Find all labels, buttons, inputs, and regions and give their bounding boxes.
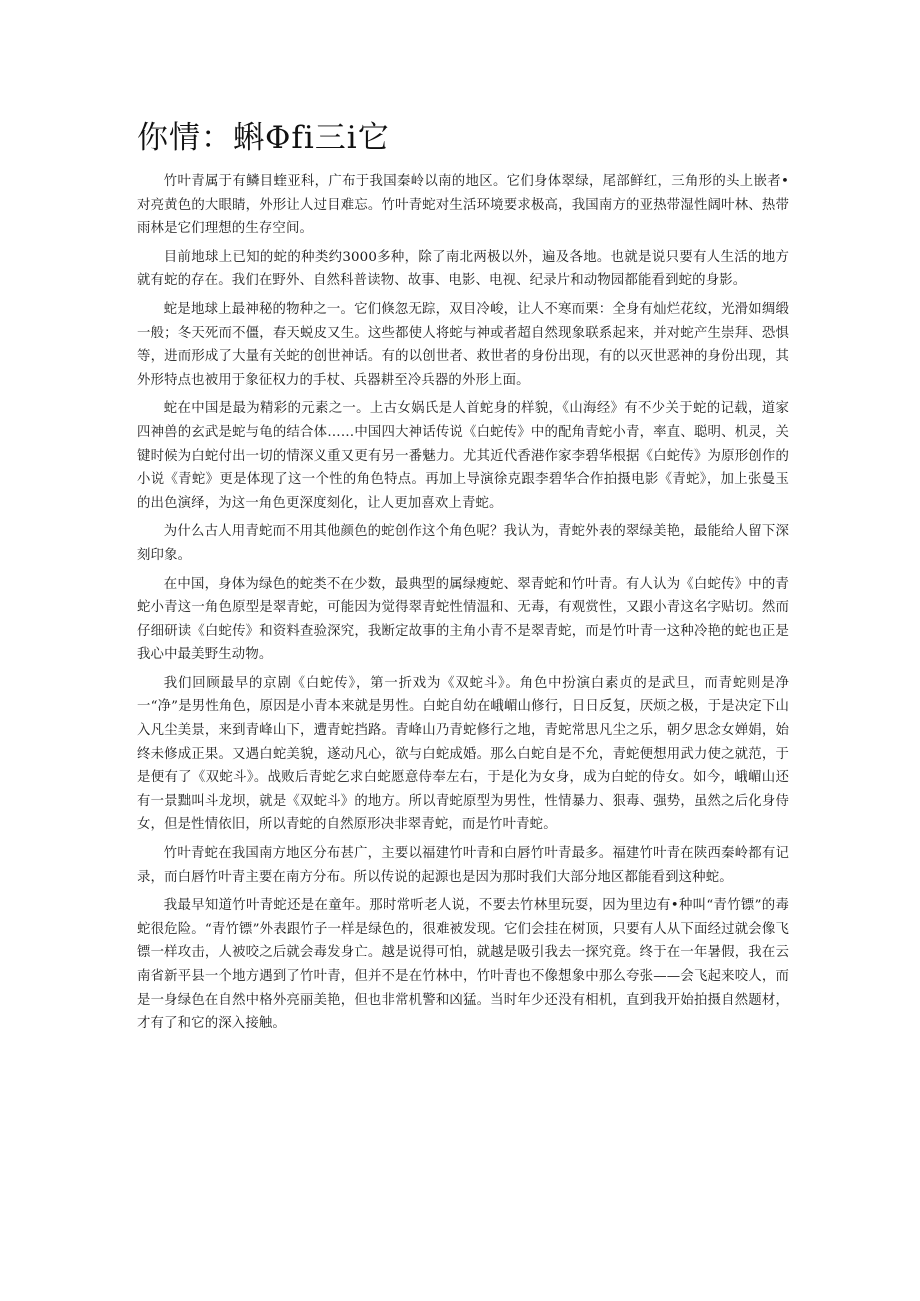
paragraph: 在中国，身体为绿色的蛇类不在少数，最典型的属绿瘦蛇、翠青蛇和竹叶青。有人认为《白蛇传》中的青蛇小青这一角色原型是翠青蛇，可能因为觉得翠青蛇性情温和、无毒，有观赏性，又跟小青这名字贴切。然而仔细研读《白蛇传》和资料查验深究，我断定故事的主角小青不是翠青蛇，而是竹叶青一这种冷艳的蛇也正是我心中最美野生动物。 (137, 576, 789, 663)
paragraph: 竹叶青属于有鳞目蝰亚科，广布于我国秦岭以南的地区。它们身体翠绿，尾部鲜红，三角形的头上嵌者•对亮黄色的大眼睛，外形让人过目难忘。竹叶青蛇对生活环境要求极高，我国南方的亚热带湿性阔叶林、热带雨林是它们理想的生存空间。 (137, 174, 789, 237)
paragraph: 蛇在中国是最为精彩的元素之一。上古女娲氏是人首蛇身的样貌，《山海经》有不少关于蛇的记载，道家四神兽的玄武是蛇与龟的结合体……中国四大神话传说《白蛇传》中的配角青蛇小青，率直、聪明、机灵，关键时候为白蛇付出一切的情深义重又更有另一番魅力。尤其近代香港作家李碧华根据《白蛇传》为原形创作的小说《青蛇》更是体现了这一个性的角色特点。再加上导演徐克跟李碧华合作拍摄电影《青蛇》，加上张曼玉的出色演绎，为这一角色更深度刻化，让人更加喜欢上青蛇。 (137, 401, 789, 511)
paragraph: 蛇是地球上最神秘的物种之一。它们倏忽无踪，双目冷峻，让人不寒而栗：全身有灿烂花纹，光滑如绸缎一般；冬天死而不僵，春天蜕皮又生。这些都使人将蛇与神或者超自然现象联系起来，并对蛇产生崇拜、恐惧等，进而形成了大量有关蛇的创世神话。有的以创世者、救世者的身份出现，有的以灭世恶神的身份出现，其外形特点也被用于象征权力的手杖、兵器耕至冷兵器的外形上面。 (137, 301, 789, 388)
document-title: 你情：蝌Φfi三i它 (137, 120, 390, 156)
paragraph: 我们回顾最早的京剧《白蛇传》，第一折戏为《双蛇斗》。角色中扮演白素贞的是武旦，而青蛇则是净一“净”是男性角色，原因是小青本来就是男性。白蛇自幼在峨嵋山修行，日日反复，厌烦之极，于是决定下山入凡尘美景，来到青峰山下，遭青蛇挡路。青峰山乃青蛇修行之地，青蛇常思凡尘之乐，朝夕思念女婵娟，始终未修成正果。又遇白蛇美貌，遂动凡心，欲与白蛇成婚。那么白蛇自是不允，青蛇便想用武力使之就范，于是便有了《双蛇斗》。战败后青蛇乞求白蛇愿意侍奉左右，于是化为女身，成为白蛇的侍女。如今，峨嵋山还有一景黜叫斗龙坝，就是《双蛇斗》的地方。所以青蛇原型为男性，性情暴力、狠毒、强势，虽然之后化身侍女，但是性情依旧，所以青蛇的自然原形决非翠青蛇，而是竹叶青蛇。 (137, 675, 789, 833)
paragraph: 我最早知道竹叶青蛇还是在童年。那时常听老人说，不要去竹林里玩耍，因为里边有•种叫“青竹镖”的毒蛇很危险。“青竹镖”外表跟竹子一样是绿色的，很难被发现。它们会挂在树顶，只要有人从下面经过就会像飞镖一样攻击，人被咬之后就会毒发身亡。越是说得可怕，就越是吸引我去一探究竟。终于在一年暑假，我在云南省新平县一个地方遇到了竹叶青，但并不是在竹林中，竹叶青也不像想象中那么夸张——会飞起来咬人，而是一身绿色在自然中格外亮丽美艳，但也非常机警和凶猛。当时年少还没有相机，直到我开始拍摄自然题材，才有了和它的深入接触。 (137, 898, 789, 1032)
paragraph: 目前地球上已知的蛇的种类约3000多种，除了南北两极以外，遍及各地。也就是说只要有人生活的地方就有蛇的存在。我们在野外、自然科普读物、故事、电影、电视、纪录片和动物园都能看到蛇的身影。 (137, 249, 789, 289)
document-body (137, 170, 789, 1041)
paragraph: 为什么古人用青蛇而不用其他颜色的蛇创作这个角色呢？我认为，青蛇外表的翠绿美艳，最能给人留下深刻印象。 (137, 524, 789, 563)
paragraph: 竹叶青蛇在我国南方地区分布甚广，主要以福建竹叶青和白唇竹叶青最多。福建竹叶青在陕西秦岭都有记录，而白唇竹叶青主要在南方分布。所以传说的起源也是因为那时我们大部分地区都能看到这种蛇。 (137, 846, 789, 885)
